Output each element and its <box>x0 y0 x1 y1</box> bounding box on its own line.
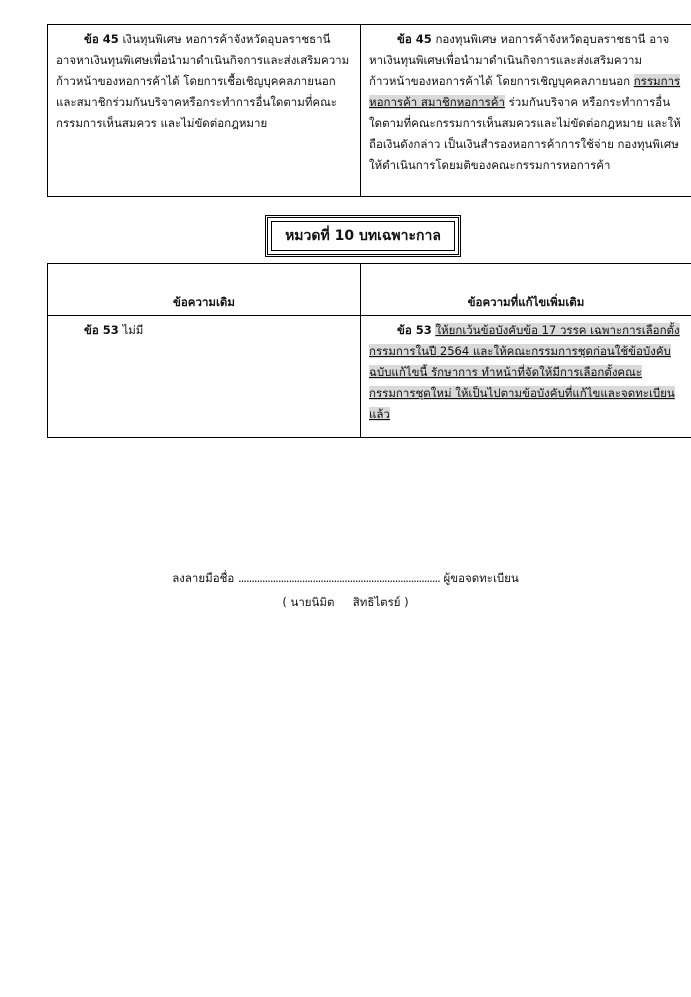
original-clause-53-cell <box>48 315 361 437</box>
signature-dots: ............................................................................ <box>237 571 440 585</box>
signature-line <box>0 570 691 588</box>
highlighted-amendment: ให้ยกเว้นข้อบังคับข้อ 17 วรรค เฉพาะการเลือกตั้งกรรมการในปี 2564 และให้คณะกรรมการชุดก่อนใช้ข้อบังคับฉบับแก้ไขนี้ รักษาการ ทำหน้าที่จัดให้มีการเลือกตั้งคณะกรรมการชุดใหม่ ให้เป็นไปตามข้อบังคับที่แก้ไขและจดทะเบียนแล้ว <box>369 322 680 421</box>
amended-clause-53-cell <box>361 315 691 437</box>
clause-text-after: ร่วมกันบริจาค หรือกระทำการอื่นใดตามที่คณะกรรมการเห็นสมควรและไม่ขัดต่อกฎหมาย และให้ถือเงินดังกล่าว เป็นเงินสำรองหอการค้าการใช้จ่าย กองทุนพิเศษให้ดำเนินการโดยมติของคณะกรรมการหอการค้า <box>369 95 681 172</box>
clause-text: เงินทุนพิเศษ หอการค้าจังหวัดอุบลราชธานี อาจหาเงินทุนพิเศษเพื่อนำมาดำเนินกิจการและส่งเสริมความก้าวหน้าของหอการค้าได้ โดยการเชื้อเชิญบุคคลภายนอกและสมาชิกร่วมกันบริจาคหรือกระทำการอื่นใดตามที่คณะกรรมการเห็นสมควร และไม่ขัดต่อกฎหมาย <box>56 32 350 130</box>
chapter-heading-box <box>265 215 461 257</box>
signature-label: ลงลายมือชื่อ <box>172 571 235 585</box>
header-original-text: ข้อความเดิม <box>48 264 361 316</box>
signature-role: ผู้ขอจดทะเบียน <box>443 571 519 585</box>
clause-number: ข้อ 45 <box>84 32 119 46</box>
highlighted-amendment: กรรมการหอการค้า สมาชิกหอการค้า <box>369 74 681 109</box>
clause-text-before: กองทุนพิเศษ หอการค้าจังหวัดอุบลราชธานี อาจหาเงินทุนพิเศษเพื่อนำมาดำเนินกิจการและส่งเสริมความก้าวหน้าของหอการค้าได้ โดยการเชิญบุคคลภายนอก <box>369 32 670 88</box>
clause-number: ข้อ 53 <box>84 322 119 337</box>
comparison-table-clause-45 <box>47 24 691 197</box>
clause-number: ข้อ 45 <box>397 32 432 46</box>
clause-text: ไม่มี <box>122 322 144 337</box>
chapter-title: หมวดที่ 10 บทเฉพาะกาล <box>271 221 455 251</box>
comparison-table-clause-53 <box>47 263 691 438</box>
header-amended-text: ข้อความที่แก้ไขเพิ่มเติม <box>361 264 691 316</box>
amended-clause-45-cell <box>361 25 691 197</box>
clause-number: ข้อ 53 <box>397 322 432 337</box>
signatory-name: ( นายนิมิต สิทธิไตรย์ ) <box>282 595 409 609</box>
original-clause-45-cell <box>48 25 361 197</box>
